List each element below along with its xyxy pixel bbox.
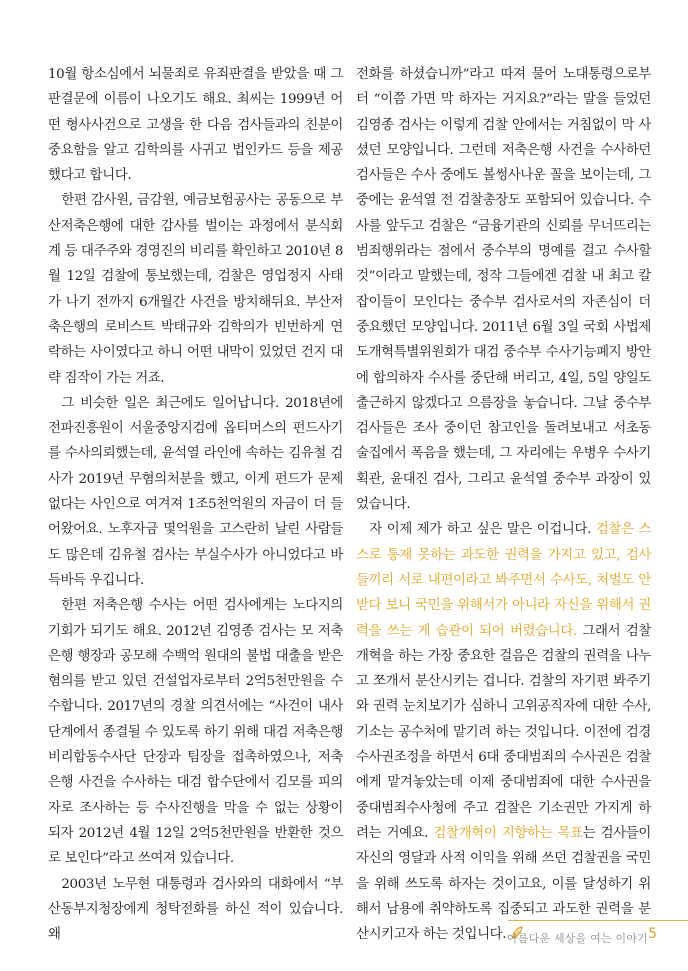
left-paragraph-4: 한편 저축은행 수사는 어떤 검사에게는 노다지의 기회가 되기도 해요. 2012년 김영종 검사는 모 저축은행 행장과 공모해 수백억 원대의 불법 대출을 받은 혐의를 받고 있던 건설업자로부터 2억5천만원을 수수합니다. 2017년의 경찰 의견서에는 “사건이 내사 단계에서 종결될 수 있도록 하기 위해 대검 저축은행비리합동수사단 단장과 팀장을 접촉하였으나, 저축은행 사건을 수사하는 대검 합수단에서 김모를 피의자로 조사하는 등 수사진행을 막을 수 없는 상황이 되자 2012년 4월 12일 2억5천만원을 반환한 것으로 보인다”라고 쓰여져 있습니다. [48,598,343,867]
left-paragraph-2: 한편 감사원, 금감원, 예금보험공사는 공동으로 부산저축은행에 대한 감사를 벌이는 과정에서 분식회계 등 대주주와 경영진의 비리를 확인하고 2010년 8월 12일 검찰에 통보했는데, 검찰은 영업정지 사태가 나기 전까지 6개월간 사건을 방치해뒤요. 부산저축은행의 로비스트 박태규와 김학의가 빈번하게 연락하는 사이였다고 하니 어떤 내막이 있었던 건지 대략 짐작이 가는 거죠. [48,193,343,386]
footer-title: 아름다운 세상을 여는 이야기 [506,932,648,945]
page-number: 5 [648,926,657,942]
right-paragraph-1: 전화를 하셨습니까”라고 따져 물어 노대통령으로부터 “이쯤 가면 막 하자는 거지요?”라는 말을 들었던 김영종 검사는 이렇게 검찰 안에서는 거침없이 막 사셨던 모양입니다. 그런데 저축은행 사건을 수사하던 검사들은 수사 중에도 볼썽사나운 꼴을 보이는데, 그중에는 윤석열 전 검찰총장도 포함되어 있습니다. 수사를 앞두고 검찰은 “금융기관의 신뢰를 무너뜨리는 범죄행위라는 점에서 중수부의 명예를 걸고 수사할 것”이라고 말했는데, 정작 그들에겐 검찰 내 최고 칼잡이들이 모인다는 중수부 검사로서의 자존심이 더 중요했던 모양입니다. 2011년 6월 3일 국회 사법제도개혁특별위원회가 대검 중수부 수사기능폐지 방안에 합의하자 수사를 중단해 버리고, 4일, 5일 양일도 출근하지 않겠다고 으름장을 놓습니다. 그날 중수부 검사들은 조사 중이던 참고인을 돌려보내고 서초동 술집에서 폭음을 했는데, 그 자리에는 우병우 수사기획관, 윤대진 검사, 그리고 윤석열 중수부 과장이 있었습니다. [356,67,651,513]
paragraph-body: 그래서 검찰개혁을 하는 가장 중요한 걸음은 검찰의 권력을 나누고 쪼개서 분산시키는 겁니다. 검찰의 자기편 봐주기와 권력 눈치보기가 심하니 고위공직자에 대한 수사, 기소는 공수처에 맡기려 하는 것입니다. 이전에 검경수사권조정을 하면서 6대 중대범죄의 수사권은 검찰에게 맡겨놓았는데 이제 중대범죄에 대한 수사권을 중대범죄수사청에 주고 검찰은 기소권만 가지게 하려는 거예요. [356,623,651,841]
paragraph-end: 는 검사들이 자신의 영달과 사적 이익을 위해 쓰던 검찰권을 국민을 위해 쓰도록 하자는 것이고요, 이를 달성하기 위해서 남용에 취약하도록 집중되고 과도한 권력을 분산시키고자 하는 것입니다. [356,825,651,943]
right-paragraph-2 [356,517,651,947]
left-column [48,62,343,947]
left-paragraph-3: 그 비슷한 일은 최근에도 일어납니다. 2018년에 전파진흥원이 서울중앙지검에 옵티머스의 펀드사기를 수사의뢰했는데, 윤석열 라인에 속하는 김유철 검사가 2019년 무혐의처분을 했고, 이게 펀드가 문제없다는 사인으로 여겨져 1조5천억원의 자금이 더 들어왔어요. 노후자금 몇억원을 고스란히 날린 사람들도 많은데 김유철 검사는 부실수사가 아니었다고 바득바득 우깁니다. [48,395,343,588]
right-column [356,62,651,947]
left-paragraph-1: 10월 항소심에서 뇌물죄로 유죄판결을 받았을 때 그 판결문에 이름이 나오기도 해요. 최씨는 1999년 어떤 형사사건으로 고생을 한 다음 검사들과의 친분이 중요함을 알고 김학의를 사귀고 법인카드 등을 제공했다고 합니다. [48,67,343,184]
left-paragraph-5: 2003년 노무현 대통령과 검사와의 대화에서 “부산동부지청장에게 청탁전화를 하신 적이 있습니다. 왜 [48,876,343,943]
paragraph-intro: 자 이제 제가 하고 싶은 말은 이겁니다. [369,522,596,538]
highlighted-statement: 검찰은 스스로 통제 못하는 과도한 권력을 가지고 있고, 검사들끼리 서로 내편이라고 봐주면서 수사도, 처벌도 안 받다 보니 국민을 위해서가 아니라 자신을 위해서 권력을 쓰는 게 습관이 되어 버렸습니다. [356,522,652,639]
highlighted-goal: 검찰개혁이 지향하는 목표 [433,825,583,841]
footer-divider [508,920,688,921]
